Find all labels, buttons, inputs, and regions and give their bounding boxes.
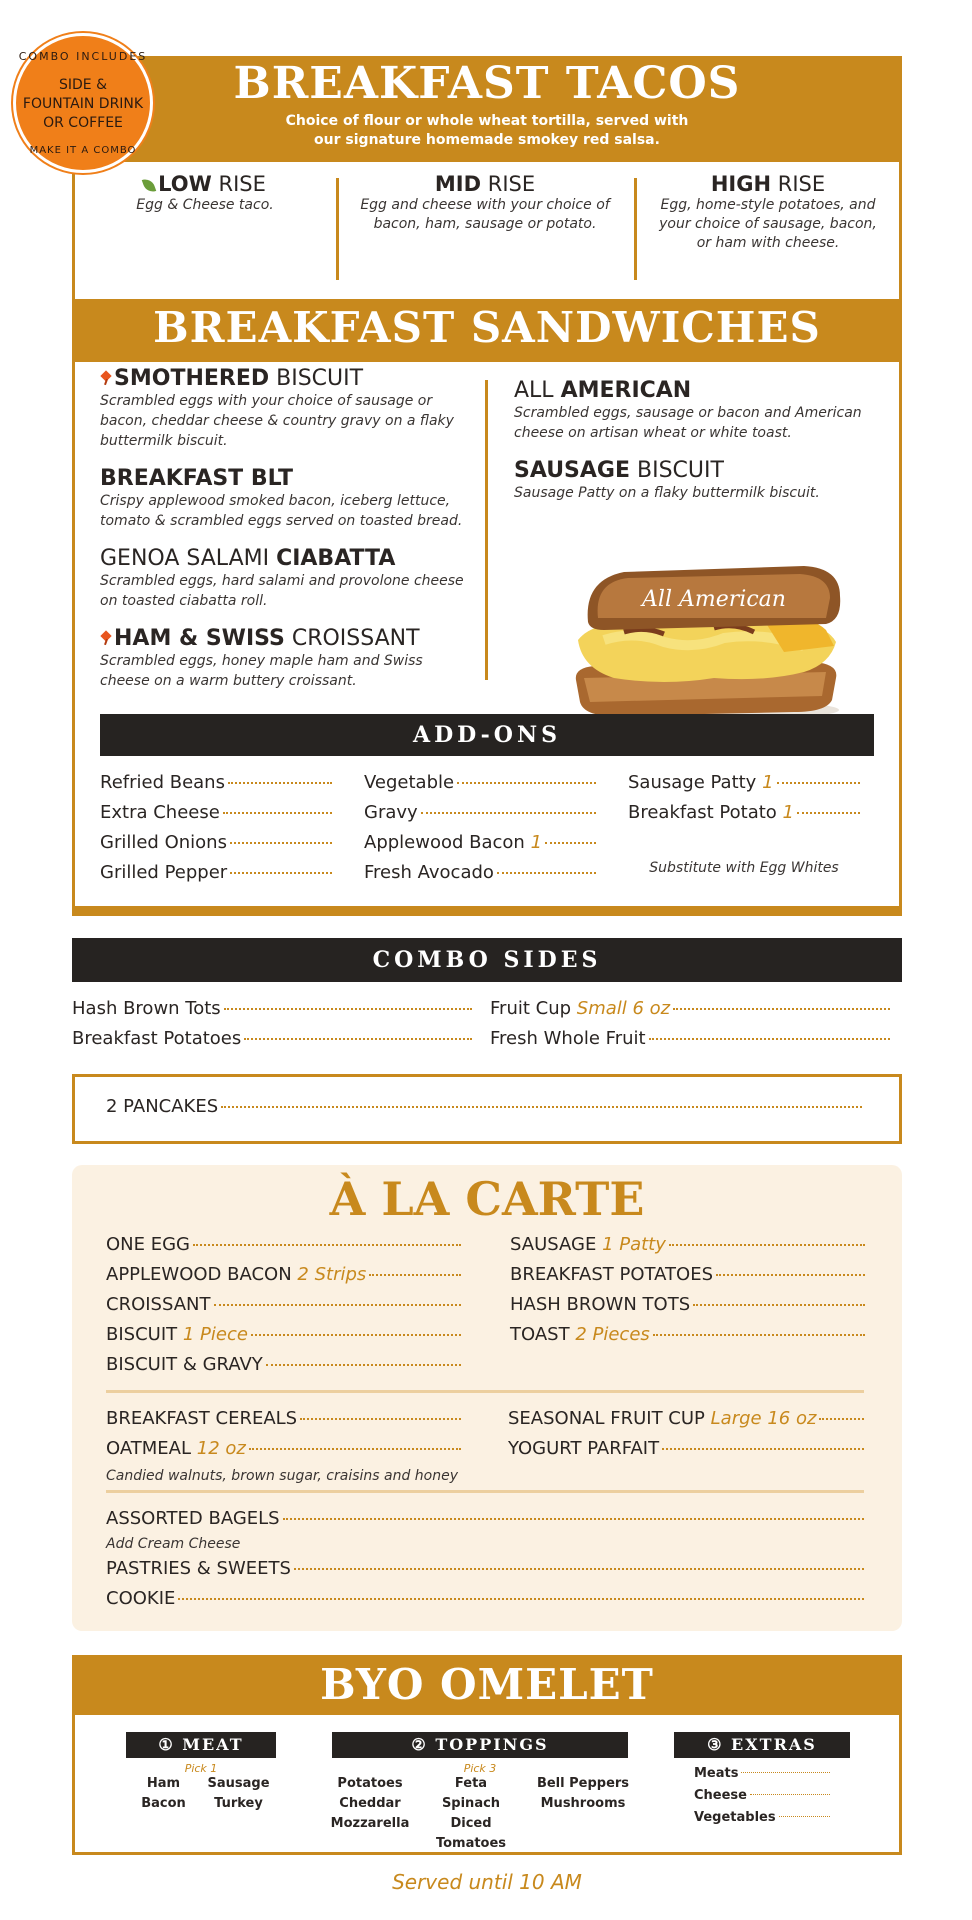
alc-name: HASH BROWN TOTS: [510, 1294, 691, 1315]
alc-row: [106, 1438, 461, 1462]
badge-line: SIDE &: [58, 77, 107, 93]
dot-leader: [221, 1106, 862, 1108]
option-bold: HIGH: [710, 172, 772, 196]
topping-item: Mushrooms: [540, 1796, 626, 1811]
pin-icon: [100, 371, 112, 385]
item-desc: Crispy applewood smoked bacon, iceberg lettuce,: [100, 493, 451, 509]
alc-cereal-col: [106, 1408, 461, 1486]
side-row: [490, 1028, 890, 1058]
item-bold: SMOTHERED: [114, 366, 270, 391]
alc-row: [106, 1588, 864, 1618]
alc-name: BREAKFAST POTATOES: [510, 1264, 714, 1285]
alc-row: [510, 1264, 865, 1294]
addon-row: [364, 772, 596, 802]
sandwich-smothered-biscuit: [100, 366, 470, 451]
combo-sides-right: [490, 998, 890, 1058]
extras-header: ③ EXTRAS: [674, 1732, 850, 1758]
addon-row: [364, 832, 596, 862]
side-name: Fresh Whole Fruit: [490, 1028, 646, 1049]
meat-header: ① MEAT: [126, 1732, 276, 1758]
alc-bakery-col: [106, 1508, 864, 1618]
photo-label: All American: [642, 587, 786, 612]
option-desc: Egg & Cheese taco.: [136, 197, 274, 213]
dot-leader: [693, 1304, 865, 1306]
item-bold: HAM & SWISS: [114, 626, 285, 651]
meat-item: Ham: [146, 1776, 181, 1791]
divider: [106, 1490, 864, 1493]
alc-row: [508, 1408, 864, 1438]
taco-option-high: [648, 172, 888, 253]
alc-row: [106, 1234, 461, 1264]
dot-leader: [294, 1568, 864, 1570]
dot-leader: [497, 872, 596, 874]
item-name: [100, 546, 470, 571]
meat-item: Sausage: [207, 1776, 270, 1791]
side-name: Breakfast Potatoes: [72, 1028, 242, 1049]
alc-qty: 12 oz: [196, 1438, 246, 1459]
side-row: [490, 998, 890, 1028]
alc-name: TOAST: [510, 1324, 570, 1345]
alc-row: [106, 1354, 461, 1384]
item-rest: BISCUIT: [269, 366, 364, 391]
dot-leader: [230, 872, 332, 874]
alc-row: [106, 1508, 864, 1534]
option-rest: RISE: [211, 172, 266, 196]
alc-qty: Large 16 oz: [710, 1408, 817, 1429]
toppings-list: [324, 1774, 640, 1854]
dot-leader: [178, 1598, 864, 1600]
extra-row: [694, 1788, 830, 1810]
alc-name: CROISSANT: [106, 1294, 211, 1315]
item-bold: CIABATTA: [276, 546, 396, 571]
alc-name: OATMEAL: [106, 1438, 192, 1459]
alc-qty: 1 Patty: [602, 1234, 666, 1255]
dot-leader: [750, 1794, 830, 1795]
alc-name: PASTRIES & SWEETS: [106, 1558, 291, 1579]
addon-row: [100, 832, 332, 862]
sandwich-croissant: [100, 626, 470, 691]
alc-row: [510, 1294, 865, 1324]
alc-fruit-col: [508, 1408, 864, 1468]
alc-right-col: [510, 1234, 865, 1354]
addon-name: Vegetable: [364, 772, 455, 793]
omelet-title: BYO OMELET: [320, 1660, 654, 1709]
taco-option-mid: [350, 172, 620, 234]
tacos-title: BREAKFAST TACOS: [233, 58, 741, 109]
addon-name: Grilled Onions: [100, 832, 227, 853]
item-name: [514, 458, 884, 483]
sandwich-ciabatta: [100, 546, 470, 611]
item-bold: SAUSAGE: [514, 458, 631, 483]
item-desc: bacon, cheddar cheese & country gravy on a flaky: [100, 413, 454, 429]
addon-row: [628, 772, 860, 802]
addon-row: [628, 802, 860, 832]
alc-name: BISCUIT & GRAVY: [106, 1354, 263, 1375]
item-desc: Scrambled eggs with your choice of sausage or: [100, 393, 433, 409]
option-rest: RISE: [481, 172, 536, 196]
item-name: [100, 366, 470, 391]
dot-leader: [669, 1244, 865, 1246]
topping-item: Diced Tomatoes: [435, 1816, 507, 1851]
addons-col-1: [100, 772, 332, 892]
dot-leader: [230, 842, 332, 844]
alc-row: [508, 1438, 864, 1468]
meat-item: Turkey: [214, 1796, 263, 1811]
extra-name: Vegetables: [694, 1810, 776, 1825]
badge-line: FOUNTAIN DRINK: [22, 96, 144, 112]
alc-row: [106, 1294, 461, 1324]
alc-row: [106, 1264, 461, 1294]
taco-option-low: [90, 172, 320, 215]
item-desc: on toasted ciabatta roll.: [100, 593, 268, 609]
topping-item: Spinach: [441, 1796, 501, 1811]
alc-name: SEASONAL FRUIT CUP: [508, 1408, 705, 1429]
meat-list: [126, 1774, 276, 1814]
alc-name: YOGURT PARFAIT: [508, 1438, 660, 1459]
dot-leader: [545, 842, 596, 844]
alc-row: [106, 1324, 461, 1354]
addon-qty: 1: [530, 832, 543, 853]
subtitle-line: our signature homemade smokey red salsa.: [314, 132, 660, 148]
pancakes-row: [106, 1096, 862, 1117]
item-desc: tomato & scrambled eggs served on toasted bread.: [100, 513, 463, 529]
dot-leader: [741, 1772, 830, 1773]
dot-leader: [244, 1038, 472, 1040]
extra-name: Meats: [694, 1766, 739, 1781]
addons-header: ADD-ONS: [100, 714, 874, 756]
addons-col-2: [364, 772, 596, 892]
addon-qty: 1: [782, 802, 794, 823]
divider: [634, 178, 637, 280]
alc-row: [106, 1408, 461, 1438]
addon-name: Extra Cheese: [100, 802, 220, 823]
addon-name: Breakfast Potato: [628, 802, 777, 823]
divider: [336, 178, 339, 280]
dot-leader: [797, 812, 860, 814]
item-desc: cheese on artisan wheat or white toast.: [514, 425, 792, 441]
item-desc: Sausage Patty on a flaky buttermilk biscuit.: [514, 485, 820, 501]
badge-bottom-text: MAKE IT A COMBO: [29, 145, 137, 156]
badge-top-text: COMBO INCLUDES: [18, 50, 148, 63]
addon-name: Refried Beans: [100, 772, 225, 793]
item-desc: Scrambled eggs, sausage or bacon and American: [514, 405, 862, 421]
item-bold: BREAKFAST BLT: [100, 466, 294, 491]
combo-sides-left: [72, 998, 472, 1058]
item-desc: Scrambled eggs, hard salami and provolone cheese: [100, 573, 464, 589]
item-rest: BISCUIT: [630, 458, 724, 483]
dot-leader: [662, 1448, 864, 1450]
combo-sides-header: COMBO SIDES: [72, 938, 902, 982]
side-name: Fruit Cup: [490, 998, 572, 1019]
side-row: [72, 998, 472, 1028]
item-desc: buttermilk biscuit.: [100, 433, 228, 449]
alc-desc: Add Cream Cheese: [106, 1536, 241, 1552]
addon-qty: 1: [762, 772, 774, 793]
alc-name: BREAKFAST CEREALS: [106, 1408, 298, 1429]
addon-row: [100, 802, 332, 832]
alc-qty: 2 Strips: [297, 1264, 367, 1285]
item-rest: CROISSANT: [284, 626, 420, 651]
topping-item: Bell Peppers: [536, 1776, 630, 1791]
option-desc: Egg and cheese with your choice of: [360, 197, 610, 213]
option-name: [90, 172, 320, 196]
alc-name: ASSORTED BAGELS: [106, 1508, 280, 1529]
dot-leader: [193, 1244, 461, 1246]
dot-leader: [457, 782, 596, 784]
toppings-pick: Pick 3: [463, 1762, 497, 1775]
addon-name: Gravy: [364, 802, 418, 823]
option-desc: your choice of sausage, bacon,: [659, 216, 877, 232]
divider: [485, 380, 488, 680]
item-desc: Scrambled eggs, honey maple ham and Swiss: [100, 653, 423, 669]
dot-leader: [777, 782, 860, 784]
addon-name: Applewood Bacon: [364, 832, 525, 853]
dot-leader: [716, 1274, 865, 1276]
dot-leader: [369, 1274, 461, 1276]
option-name: [648, 172, 888, 196]
divider: [106, 1390, 864, 1393]
side-name: Hash Brown Tots: [72, 998, 221, 1019]
option-desc: Egg, home-style potatoes, and: [660, 197, 876, 213]
alc-name: SAUSAGE: [510, 1234, 597, 1255]
extra-row: [694, 1766, 830, 1788]
alc-qty: 2 Pieces: [575, 1324, 650, 1345]
option-desc: or ham with cheese.: [696, 235, 840, 251]
sandwich-blt: [100, 466, 470, 531]
topping-item: Potatoes: [337, 1776, 403, 1791]
addon-row: [100, 862, 332, 892]
pancakes-label: 2 PANCAKES: [106, 1096, 219, 1117]
addon-row: [364, 862, 596, 892]
dot-leader: [251, 1334, 461, 1336]
pin-icon: [100, 631, 112, 645]
extras-list: [694, 1766, 830, 1832]
side-qty: Small 6 oz: [576, 998, 671, 1019]
badge-middle-text: [16, 76, 150, 133]
option-desc: bacon, ham, sausage or potato.: [373, 216, 597, 232]
dot-leader: [421, 812, 596, 814]
subtitle-line: Choice of flour or whole wheat tortilla, served with: [285, 113, 689, 129]
served-until-note: Served until 10 AM: [392, 1870, 582, 1894]
option-bold: LOW: [158, 172, 212, 196]
dot-leader: [266, 1364, 461, 1366]
dot-leader: [779, 1816, 830, 1817]
item-name: [100, 626, 470, 651]
a-la-carte-title: À LA CARTE: [329, 1172, 645, 1226]
meat-pick: Pick 1: [184, 1762, 218, 1775]
dot-leader: [249, 1448, 461, 1450]
addon-name: Fresh Avocado: [364, 862, 494, 883]
addons-col-3: [628, 772, 860, 832]
alc-qty: 1 Piece: [182, 1324, 248, 1345]
toppings-header: ② TOPPINGS: [332, 1732, 628, 1758]
dot-leader: [223, 812, 332, 814]
topping-item: Feta: [454, 1776, 488, 1791]
sandwiches-title: BREAKFAST SANDWICHES: [153, 303, 821, 352]
sandwich-photo: [564, 560, 854, 728]
option-name: [350, 172, 620, 196]
alc-name: COOKIE: [106, 1588, 176, 1609]
alc-row: [510, 1234, 865, 1264]
item-pre: GENOA SALAMI: [100, 546, 277, 571]
dot-leader: [653, 1334, 865, 1336]
topping-item: Cheddar: [339, 1796, 401, 1811]
dot-leader: [819, 1418, 864, 1420]
addon-row: [364, 802, 596, 832]
item-name: [514, 378, 884, 403]
dot-leader: [228, 782, 332, 784]
topping-item: Mozzarella: [330, 1816, 410, 1831]
extra-row: [694, 1810, 830, 1832]
sandwich-sausage-biscuit: [514, 458, 884, 503]
alc-left-col: [106, 1234, 461, 1384]
alc-row: [510, 1324, 865, 1354]
addon-name: Sausage Patty: [628, 772, 757, 793]
dot-leader: [214, 1304, 461, 1306]
alc-name: ONE EGG: [106, 1234, 190, 1255]
combo-badge: [13, 33, 153, 173]
meat-item: Bacon: [141, 1796, 186, 1811]
alc-row: [106, 1558, 864, 1588]
addons-note: Substitute with Egg Whites: [649, 860, 839, 876]
dot-leader: [649, 1038, 890, 1040]
dot-leader: [300, 1418, 461, 1420]
alc-desc: Candied walnuts, brown sugar, craisins and honey: [106, 1468, 459, 1484]
option-bold: MID: [434, 172, 482, 196]
dot-leader: [283, 1518, 864, 1520]
item-pre: ALL: [514, 378, 561, 403]
extra-name: Cheese: [694, 1788, 747, 1803]
alc-name: BISCUIT: [106, 1324, 178, 1345]
alc-name: APPLEWOOD BACON: [106, 1264, 292, 1285]
badge-line: OR COFFEE: [43, 115, 123, 131]
side-row: [72, 1028, 472, 1058]
dot-leader: [224, 1008, 472, 1010]
addon-name: Grilled Pepper: [100, 862, 228, 883]
dot-leader: [673, 1008, 890, 1010]
item-bold: AMERICAN: [560, 378, 692, 403]
sandwich-all-american: [514, 378, 884, 443]
tacos-subtitle: [72, 112, 902, 150]
item-name: [100, 466, 470, 491]
option-rest: RISE: [771, 172, 826, 196]
leaf-icon: [142, 177, 157, 195]
item-desc: cheese on a warm buttery croissant.: [100, 673, 357, 689]
addon-row: [100, 772, 332, 802]
